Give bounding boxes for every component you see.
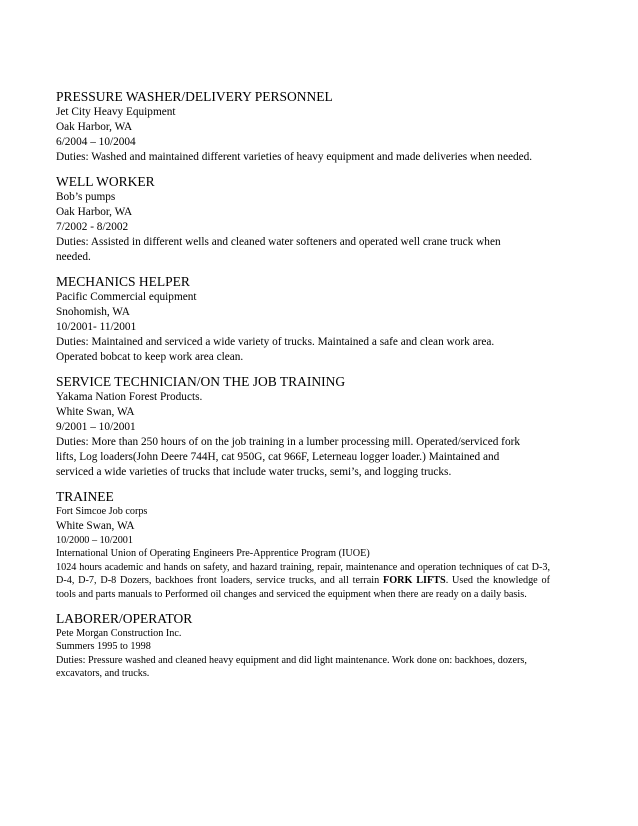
job-entry [56,488,550,602]
company-name: Yakama Nation Forest Products. [56,391,203,403]
description-text: . Used the knowledge of tools and parts manuals to Performed oil changes and serviced the equipment when there are ready on a daily basis. [56,575,550,600]
job-duties: Duties: Maintained and serviced a wide variety of trucks. Maintained a safe and clean work area. [56,336,495,348]
job-entry [56,173,550,265]
job-title: WELL WORKER [56,174,155,189]
job-dates: 9/2001 – 10/2001 [56,421,136,433]
description-text: 1024 hours academic and hands on safety, and hazard training, repair, maintenance and operation techniques of cat D-3, D-4, D-7, D-8 Dozers, backhoes front loaders, service trucks, and all terrain [56,561,550,587]
company-name: Pacific Commercial equipment [56,291,197,303]
company-name: Jet City Heavy Equipment [56,106,176,118]
job-duties: Duties: Assisted in different wells and cleaned water softeners and operated well crane truck when needed. [56,236,501,263]
program-name: International Union of Operating Engineers Pre-Apprentice Program (IUOE) [56,548,370,560]
job-duties: lifts, Log loaders(John Deere 744H, cat 950G, cat 966F, Leterneau logger loader.) Maintained and [56,451,500,463]
job-title: PRESSURE WASHER/DELIVERY PERSONNEL [56,89,333,104]
job-location: Snohomish, WA [56,306,130,318]
job-duties: excavators, and trucks. [56,668,150,680]
job-entry [56,373,550,480]
job-duties: Duties: Pressure washed and cleaned heavy equipment and did light maintenance. Work done on: backhoes, dozers, [56,654,527,666]
job-duties: Operated bobcat to keep work area clean. [56,351,244,363]
company-name: Fort Simcoe Job corps [56,506,148,517]
job-dates: 10/2000 – 10/2001 [56,534,133,546]
job-location: White Swan, WA [56,519,135,532]
job-dates: 7/2002 - 8/2002 [56,221,129,233]
description-bold-text: FORK LIFTS [383,575,446,587]
company-name: Pete Morgan Construction Inc. [56,627,182,639]
job-location: Oak Harbor, WA [56,121,133,133]
job-title: TRAINEE [56,489,114,504]
job-title: SERVICE TECHNICIAN/ON THE JOB TRAINING [56,374,346,389]
job-duties: Duties: More than 250 hours of on the job training in a lumber processing mill. Operated/serviced fork [56,436,521,448]
job-description [56,561,550,602]
job-dates: 6/2004 – 10/2004 [56,136,136,148]
resume-page [56,88,550,689]
job-location: Oak Harbor, WA [56,206,133,218]
job-title: LABORER/OPERATOR [56,610,193,626]
job-dates: 10/2001- 11/2001 [56,321,137,333]
job-entry [56,273,550,365]
job-title: MECHANICS HELPER [56,274,190,289]
job-entry [56,610,550,681]
job-duties: serviced a wide varieties of trucks that include water trucks, semi’s, and logging trucks. [56,466,452,478]
job-location: White Swan, WA [56,406,135,418]
job-entry [56,88,550,165]
job-duties: Duties: Washed and maintained different varieties of heavy equipment and made deliveries when needed. [56,151,533,163]
company-name: Bob’s pumps [56,191,116,203]
job-dates: Summers 1995 to 1998 [56,641,151,653]
